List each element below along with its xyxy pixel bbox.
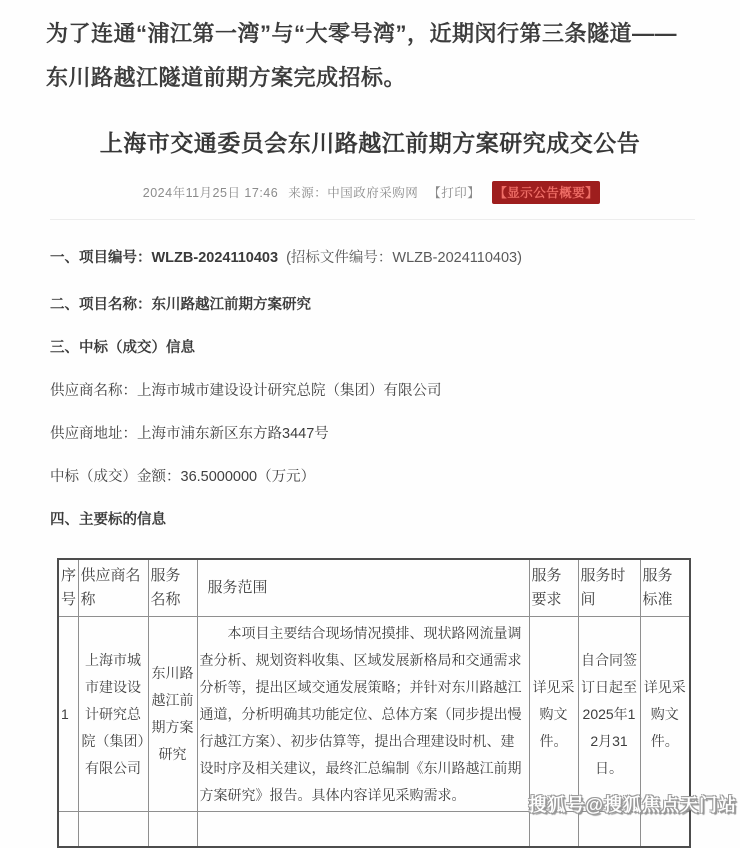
source-label: 来源：中国政府采购网 xyxy=(288,186,419,200)
announcement-body xyxy=(0,248,740,530)
col-header-service-requirement: 服务要求 xyxy=(529,559,578,617)
project-number-heading: 一、项目编号：WLZB-2024110403 xyxy=(50,250,279,266)
col-header-service-time: 服务时间 xyxy=(578,559,640,617)
col-header-service-scope: 服务范围 xyxy=(197,559,529,617)
cell-service-requirement: 详见采购文件。 xyxy=(529,617,578,812)
publish-datetime: 2024年11月25日 17:46 xyxy=(142,186,279,200)
cell-service-scope: 本项目主要结合现场情况摸排、现状路网流量调查分析、规划资料收集、区域发展新格局和交通需求分析等，提出区域交通发展策略；并针对东川路越江通道，分析明确其功能定位、总体方案（同步提出慢行越江方案）、初步估算等，提出合理建设时机、建设时序及相关建议，最终汇总编制《东川路越江前期方案研究》报告。具体内容详见采购需求。 xyxy=(197,617,529,812)
tender-doc-number-note: (招标文件编号：WLZB-2024110403) xyxy=(286,250,522,266)
table-row xyxy=(58,617,690,812)
project-name-heading: 二、项目名称：东川路越江前期方案研究 xyxy=(50,297,311,313)
cell-supplier-name: 上海市城市建设设计研究总院（集团）有限公司 xyxy=(78,617,148,812)
cell-seq: 1 xyxy=(58,617,78,812)
supplier-address-line: 供应商地址：上海市浦东新区东方路3447号 xyxy=(50,426,329,442)
intro-paragraph: 为了连通“浦江第一湾”与“大零号湾”，近期闵行第三条隧道——东川路越江隧道前期方案完成招标。 xyxy=(46,21,678,90)
table-header-row xyxy=(58,559,690,617)
print-button[interactable]: 【打印】 xyxy=(428,186,481,200)
divider xyxy=(50,219,695,220)
announcement-title: 上海市交通委员会东川路越江前期方案研究成交公告 xyxy=(99,130,641,156)
supplier-name-line: 供应商名称：上海市城市建设设计研究总院（集团）有限公司 xyxy=(50,383,442,399)
project-number-line xyxy=(50,248,690,268)
award-info-heading: 三、中标（成交）信息 xyxy=(50,340,195,356)
col-header-service-standard: 服务标准 xyxy=(640,559,690,617)
col-header-supplier: 供应商名称 xyxy=(78,559,148,617)
col-header-service-name: 服务名称 xyxy=(148,559,197,617)
show-summary-button[interactable]: 【显示公告概要】 xyxy=(492,181,600,204)
meta-line xyxy=(0,181,740,204)
cell-service-name: 东川路越江前期方案研究 xyxy=(148,617,197,812)
sohu-watermark: 搜狐号@搜狐焦点天门站 xyxy=(528,795,737,815)
award-amount-line: 中标（成交）金额：36.5000000（万元） xyxy=(50,469,316,485)
main-subject-heading: 四、主要标的信息 xyxy=(50,512,166,528)
cell-service-time: 自合同签订日起至2025年12月31日。 xyxy=(578,617,640,812)
col-header-seq: 序号 xyxy=(58,559,78,617)
cell-service-standard: 详见采购文件。 xyxy=(640,617,690,812)
